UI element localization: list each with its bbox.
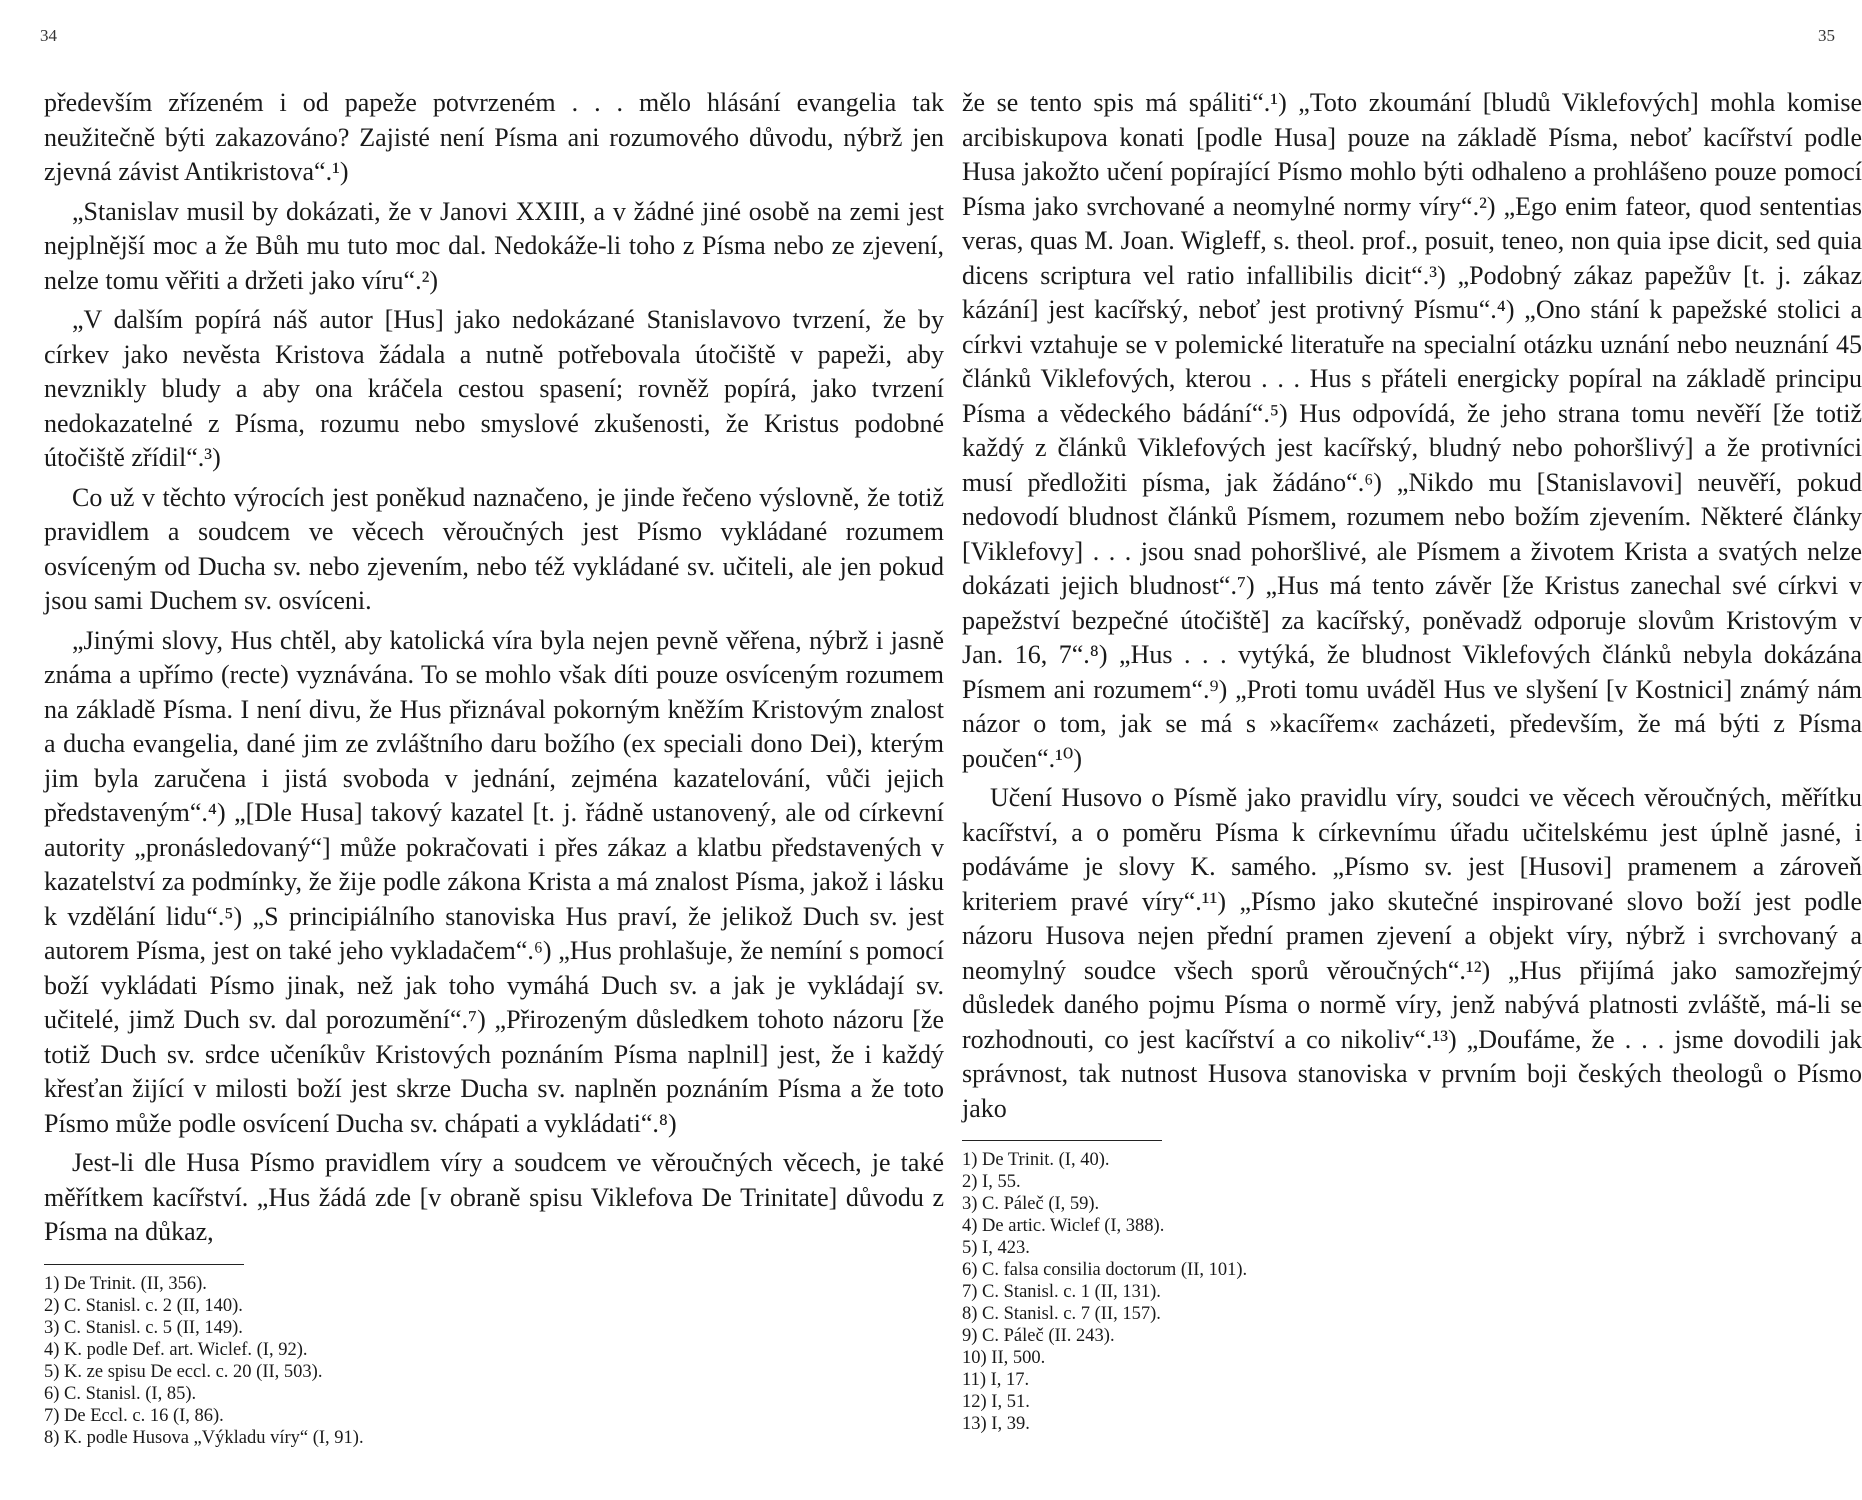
footnote: [44, 1295, 944, 1317]
footnote: [44, 1405, 944, 1427]
footnote: [962, 1193, 1862, 1215]
footnote-text: K. ze spisu De eccl. c. 20 (II, 503).: [64, 1361, 323, 1382]
footnote-mark: 10): [962, 1348, 987, 1368]
footnote: [962, 1259, 1862, 1281]
footnote: [44, 1383, 944, 1405]
footnote-mark: 9): [962, 1326, 978, 1346]
footnote-text: C. Stanisl. c. 7 (II, 157).: [982, 1304, 1161, 1324]
footnote-mark: 8): [962, 1304, 978, 1324]
footnote-mark: 3): [962, 1194, 978, 1214]
footnote: [962, 1237, 1862, 1259]
right-page-number: 35: [1818, 26, 1835, 45]
footnote: [962, 1171, 1862, 1193]
footnote: [962, 1347, 1862, 1369]
left-page-number: 34: [40, 26, 57, 45]
footnote-text: I, 17.: [990, 1370, 1030, 1390]
right-page: [962, 86, 1862, 1435]
footnote-text: De Eccl. c. 16 (I, 86).: [64, 1405, 224, 1426]
footnote-text: C. Stanisl. c. 5 (II, 149).: [64, 1317, 243, 1338]
footnote-mark: 5): [962, 1238, 978, 1258]
footnote: [44, 1361, 944, 1383]
footnote-text: II, 500.: [991, 1348, 1046, 1368]
footnote: [44, 1339, 944, 1361]
footnote: [962, 1215, 1862, 1237]
paragraph: „Jinými slovy, Hus chtěl, aby katolická víra byla nejen pevně věřena, nýbrž i jasně známa a upřímo (recte) vyznávána. To se mohlo však díti pouze osvíceným rozumem na základě Písma. I není divu, že Hus přiznával pokorným kněžím Kristovým znalost a ducha evangelia, dané jim ze zvláštního daru božího (ex speciali dono Dei), kterým jim byla zaručena i jistá svoboda v jednání, zejména kazatelování, vůči jejich představeným“.⁴) „[Dle Husa] takový kazatel [t. j. řádně ustanovený, ale od církevní autority „pronásledovaný“] může pokračovati i přes zákaz a klatbu představených v kazatelství za podmínky, že žije podle zákona Krista a má znalost Písma, jakož i lásku k vzdělání lidu“.⁵) „S principiálního stanoviska Hus praví, že jelikož Duch sv. jest autorem Písma, jest on také jeho vykladačem“.⁶) „Hus prohlašuje, že nemíní s pomocí boží vykládati Písmo jinak, než jak toho vymáhá Duch sv. a jak je vykládají sv. učitelé, jimž Duch sv. dal porozumění“.⁷) „Přirozeným důsledkem tohoto názoru [že totiž Duch sv. srdce učeníkův Kristových poznáním Písma naplnil] jest, že i každý křesťan žijící v milosti boží jest skrze Ducha sv. naplněn poznáním Písma a že toto Písmo může podle osvícení Ducha sv. chápati a vykládati“.⁸): [44, 625, 944, 1138]
footnote: [44, 1427, 944, 1449]
footnote-text: De Trinit. (I, 40).: [982, 1150, 1110, 1170]
footnote-divider: [962, 1140, 1162, 1141]
footnote-text: De artic. Wiclef (I, 388).: [982, 1216, 1165, 1236]
footnote-text: I, 423.: [982, 1238, 1030, 1258]
footnote-mark: 7): [962, 1282, 978, 1302]
paragraph: „Stanislav musil by dokázati, že v Janovi XXIII, a v žádné jiné osobě na zemi jest nejplnější moc a že Bůh mu tuto moc dal. Nedokáže-li toho z Písma nebo ze zjevení, nelze tomu věřiti a držeti jako víru“.²): [44, 196, 944, 295]
footnote: [962, 1281, 1862, 1303]
footnote-mark: 8): [44, 1427, 60, 1448]
footnote: [962, 1413, 1862, 1435]
left-page: [44, 86, 944, 1449]
footnote-mark: 2): [44, 1295, 60, 1316]
paragraph: „V dalším popírá náš autor [Hus] jako nedokázané Stanislavovo tvrzení, že by církev jako nevěsta Kristova žádala a nutně potřebovala útočiště v papeži, aby nevznikly bludy a aby ona kráčela cestou spasení; rovněž popírá, jako tvrzení nedokazatelné z Písma, rozumu nebo smyslové zkušenosti, že Kristus podobné útočiště zřídil“.³): [44, 305, 944, 472]
paragraph: Učení Husovo o Písmě jako pravidlu víry, soudci ve věcech věroučných, měřítku kacířství, a o poměru Písma k církevnímu úřadu učitelskému jest úplně jasné, i podáváme je slovy K. samého. „Písmo sv. jest [Husovi] pramenem a zároveň kriteriem pravé víry“.¹¹) „Písmo jako skutečné inspirované slovo boží jest podle názoru Husova nejen přední pramen zjevení a objekt víry, nýbrž i svrchovaný a neomylný soudce všech sporů věroučných“.¹²) „Hus přijímá jako samozřejmý důsledek daného pojmu Písma o normě víry, jenž nabývá platnosti zvláště, má-li se rozhodnouti, co jest kacířství a co nikoliv“.¹³) „Doufáme, že . . . jsme dovodili jak správnost, tak nutnost Husova stanoviska v prvním boji českých theologů o Písmo jako: [962, 783, 1862, 1123]
right-footnotes: [962, 1149, 1862, 1435]
footnote-text: K. podle Def. art. Wiclef. (I, 92).: [64, 1339, 308, 1360]
footnote-mark: 6): [44, 1383, 60, 1404]
right-body-text: [962, 86, 1862, 1126]
footnote: [962, 1303, 1862, 1325]
footnote-text: De Trinit. (II, 356).: [64, 1273, 207, 1294]
footnote-text: C. Stanisl. c. 1 (II, 131).: [982, 1282, 1161, 1302]
footnote-text: I, 39.: [991, 1414, 1030, 1434]
footnote-mark: 6): [962, 1260, 978, 1280]
footnote-mark: 2): [962, 1172, 978, 1192]
paragraph: že se tento spis má spáliti“.¹) „Toto zkoumání [bludů Viklefových] mohla komise arcibiskupova konati [podle Husa] pouze na základě Písma, neboť kacířství podle Husa jakožto učení popírající Písmo mohlo býti odhaleno a prohlášeno pouze pomocí Písma jako svrchované a neomylné normy víry“.²) „Ego enim fateor, quod sententias veras, quas M. Joan. Wigleff, s. theol. prof., posuit, teneo, non quia ipse dicit, sed quia dicens scriptura vel ratio infallibilis dicit“.³) „Podobný zákaz papežův [t. j. zákaz kázání] jest kacířský, neboť jest protivný Písmu“.⁴) „Ono stání k papežské stolici a církvi vztahuje se v polemické literatuře na specialní otázku uznání nebo neuznání 45 článků Viklefových, kterou . . . Hus s přáteli energicky popíral na základě principu Písma a vědeckého bádání“.⁵) Hus odpovídá, že jeho strana tomu nevěří [že totiž každý z článků Viklefových jest kacířský, bludný nebo pohoršlivý] a že protivníci musí předložiti písma, jak žádáno“.⁶) „Nikdo mu [Stanislavovi] neuvěří, pokud nedovodí bludnost článků Písmem, rozumem nebo božím zjevením. Některé články [Viklefovy] . . . jsou snad pohoršlivé, ale Písmem a životem Krista a svatých nelze dokázati jejich bludnost“.⁷) „Hus má tento závěr [že Kristus zanechal své církvi v papežství bezpečné útočiště] za kacířský, poněvadž odporuje slovům Kristovým v Jan. 16, 7“.⁸) „Hus . . . vytýká, že bludnost Viklefových článků nebyla dokázána Písmem ani rozumem“.⁹) „Proti tomu uváděl Hus ve slyšení [v Kostnici] známý nám názor o tom, jak se má s »kacířem« zacházeti, především, že má býti z Písma poučen“.¹⁰): [962, 88, 1862, 773]
footnote-text: C. Stanisl. c. 2 (II, 140).: [64, 1295, 243, 1316]
footnote-mark: 1): [44, 1273, 60, 1294]
footnote-mark: 13): [962, 1414, 987, 1434]
footnote-divider: [44, 1264, 244, 1265]
footnote-text: C. Páleč (II. 243).: [982, 1326, 1115, 1346]
footnote-mark: 4): [962, 1216, 978, 1236]
footnote: [962, 1149, 1862, 1171]
footnote-text: I, 51.: [991, 1392, 1030, 1412]
footnote-text: C. Stanisl. (I, 85).: [64, 1383, 197, 1404]
footnote: [962, 1391, 1862, 1413]
footnote-mark: 7): [44, 1405, 60, 1426]
paragraph: Co už v těchto výrocích jest poněkud naznačeno, je jinde řečeno výslovně, že totiž pravidlem a soudcem ve věcech věroučných jest Písmo vykládané rozumem osvíceným od Ducha sv. nebo zjevením, nebo též vykládané sv. učiteli, ale jen pokud jsou sami Duchem sv. osvíceni.: [44, 482, 944, 615]
footnote: [44, 1273, 944, 1295]
footnote-mark: 3): [44, 1317, 60, 1338]
paragraph: především zřízeném i od papeže potvrzeném . . . mělo hlásání evangelia tak neužitečně býti zakazováno? Zajisté není Písma ani rozumového důvodu, nýbrž jen zjevná závist Antikristova“.¹): [44, 88, 944, 186]
footnote: [962, 1369, 1862, 1391]
footnote-text: K. podle Husova „Výkladu víry“ (I, 91).: [64, 1427, 364, 1448]
footnote-text: C. Páleč (I, 59).: [982, 1194, 1100, 1214]
left-body-text: [44, 86, 944, 1250]
footnote-mark: 1): [962, 1150, 978, 1170]
footnote-text: I, 55.: [982, 1172, 1021, 1192]
footnote-mark: 11): [962, 1370, 986, 1390]
left-footnotes: [44, 1273, 944, 1449]
footnote-mark: 4): [44, 1339, 60, 1360]
footnote-text: C. falsa consilia doctorum (II, 101).: [982, 1260, 1248, 1280]
footnote: [962, 1325, 1862, 1347]
footnote: [44, 1317, 944, 1339]
footnote-mark: 5): [44, 1361, 60, 1382]
paragraph: Jest-li dle Husa Písmo pravidlem víry a soudcem ve věroučných věcech, je také měřítkem kacířství. „Hus žádá zde [v obraně spisu Viklefova De Trinitate] důvodu z Písma na důkaz,: [44, 1148, 944, 1246]
footnote-mark: 12): [962, 1392, 987, 1412]
